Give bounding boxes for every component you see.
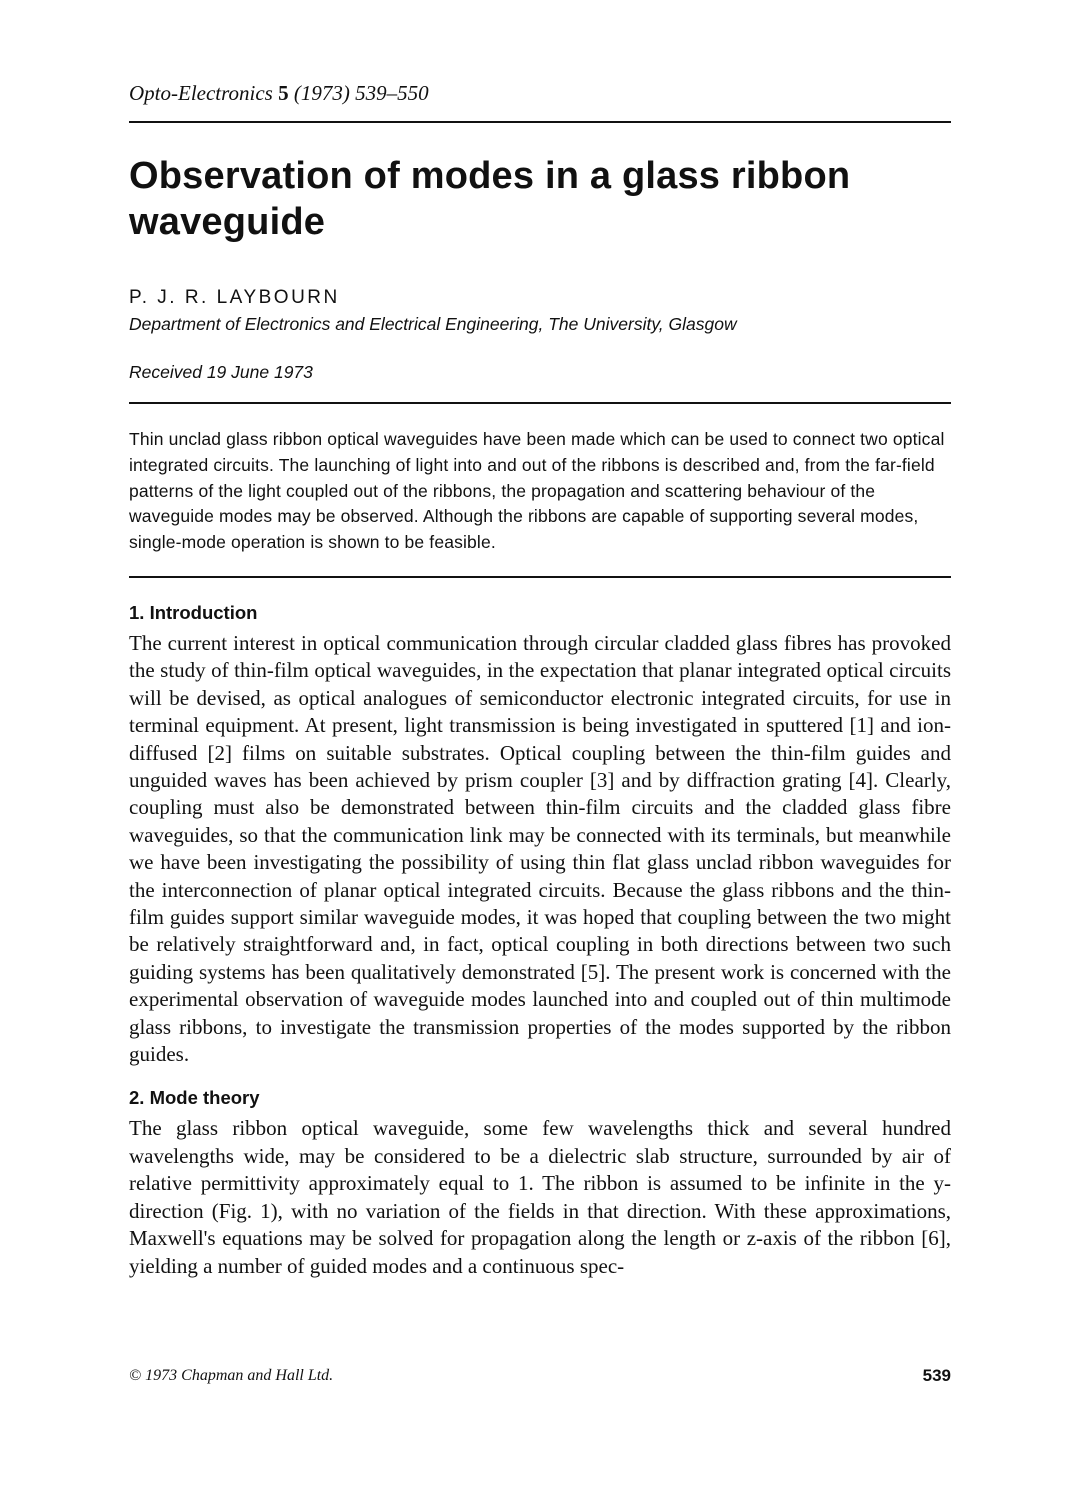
- received-date: Received 19 June 1973: [129, 362, 313, 382]
- author-affiliation: Department of Electronics and Electrical Engineering, The University, Glasgow: [129, 314, 737, 334]
- section-text-mode-theory: The glass ribbon optical waveguide, some few wavelengths thick and several hundred wavelengths wide, may be considered to be a dielectric slab structure, surrounded by air of relative permittivity approximately equal to 1. The ribbon is assumed to be infinite in the y-direction (Fig. 1), with no variation of the fields in that direction. With these approximations, Maxwell's equations may be solved for propagation along the length or z-axis of the ribbon [6], yielding a number of guided modes and a continuous spec-: [129, 1116, 951, 1278]
- journal-citation: [129, 78, 951, 108]
- abstract-bottom-rule: [129, 576, 951, 578]
- page-footer: [129, 1364, 951, 1388]
- article-title: Observation of modes in a glass ribbon waveguide: [129, 155, 851, 243]
- page-number: 539: [922, 1366, 951, 1385]
- copyright-notice: © 1973 Chapman and Hall Ltd.: [129, 1367, 334, 1384]
- journal-year-pages: (1973) 539–550: [293, 81, 429, 105]
- abstract-top-rule: [129, 402, 951, 404]
- journal-name: Opto-Electronics: [129, 81, 273, 105]
- author-name: P. J. R. LAYBOURN: [129, 287, 340, 308]
- section-heading-introduction: 1. Introduction: [129, 601, 258, 623]
- journal-volume: 5: [278, 81, 289, 105]
- section-heading-mode-theory: 2. Mode theory: [129, 1087, 260, 1109]
- article-page: [129, 78, 951, 1280]
- section-text-introduction: The current interest in optical communication through circular cladded glass fibres has provoked the study of thin-film optical waveguides, in the expectation that planar integrated optical circuits will be devised, as optical analogues of semiconductor electronic integrated circuits, for use in terminal equipment. At present, light transmission is being investigated in sputtered [1] and ion-diffused [2] films on suitable substrates. Optical coupling between the thin-film guides and unguided waves has been achieved by prism coupler [3] and by diffraction grating [4]. Clearly, coupling must also be demonstrated between thin-film circuits and the cladded glass fibre waveguides, so that the communication link may be connected with its terminals, but meanwhile we have been investigating the possibility of using thin flat glass unclad ribbon waveguides for the interconnection of planar optical integrated circuits. Because the glass ribbons and the thin-film guides support similar waveguide modes, it was hoped that coupling between the two might be relatively straightforward and, in fact, optical coupling in both directions between two such guiding systems has been qualitatively demonstrated [5]. The present work is concerned with the experimental observation of waveguide modes launched into and coupled out of thin multimode glass ribbons, to investigate the transmission properties of the modes supported by the ribbon guides.: [129, 630, 951, 1067]
- header-rule: [129, 121, 951, 123]
- abstract-text: Thin unclad glass ribbon optical waveguides have been made which can be used to connect two optical integrated circuits. The launching of light into and out of the ribbons is described and, from the far-field patterns of the light coupled out of the ribbons, the propagation and scattering behaviour of the waveguide modes may be observed. Although the ribbons are capable of supporting several modes, single-mode operation is shown to be feasible.: [129, 429, 945, 553]
